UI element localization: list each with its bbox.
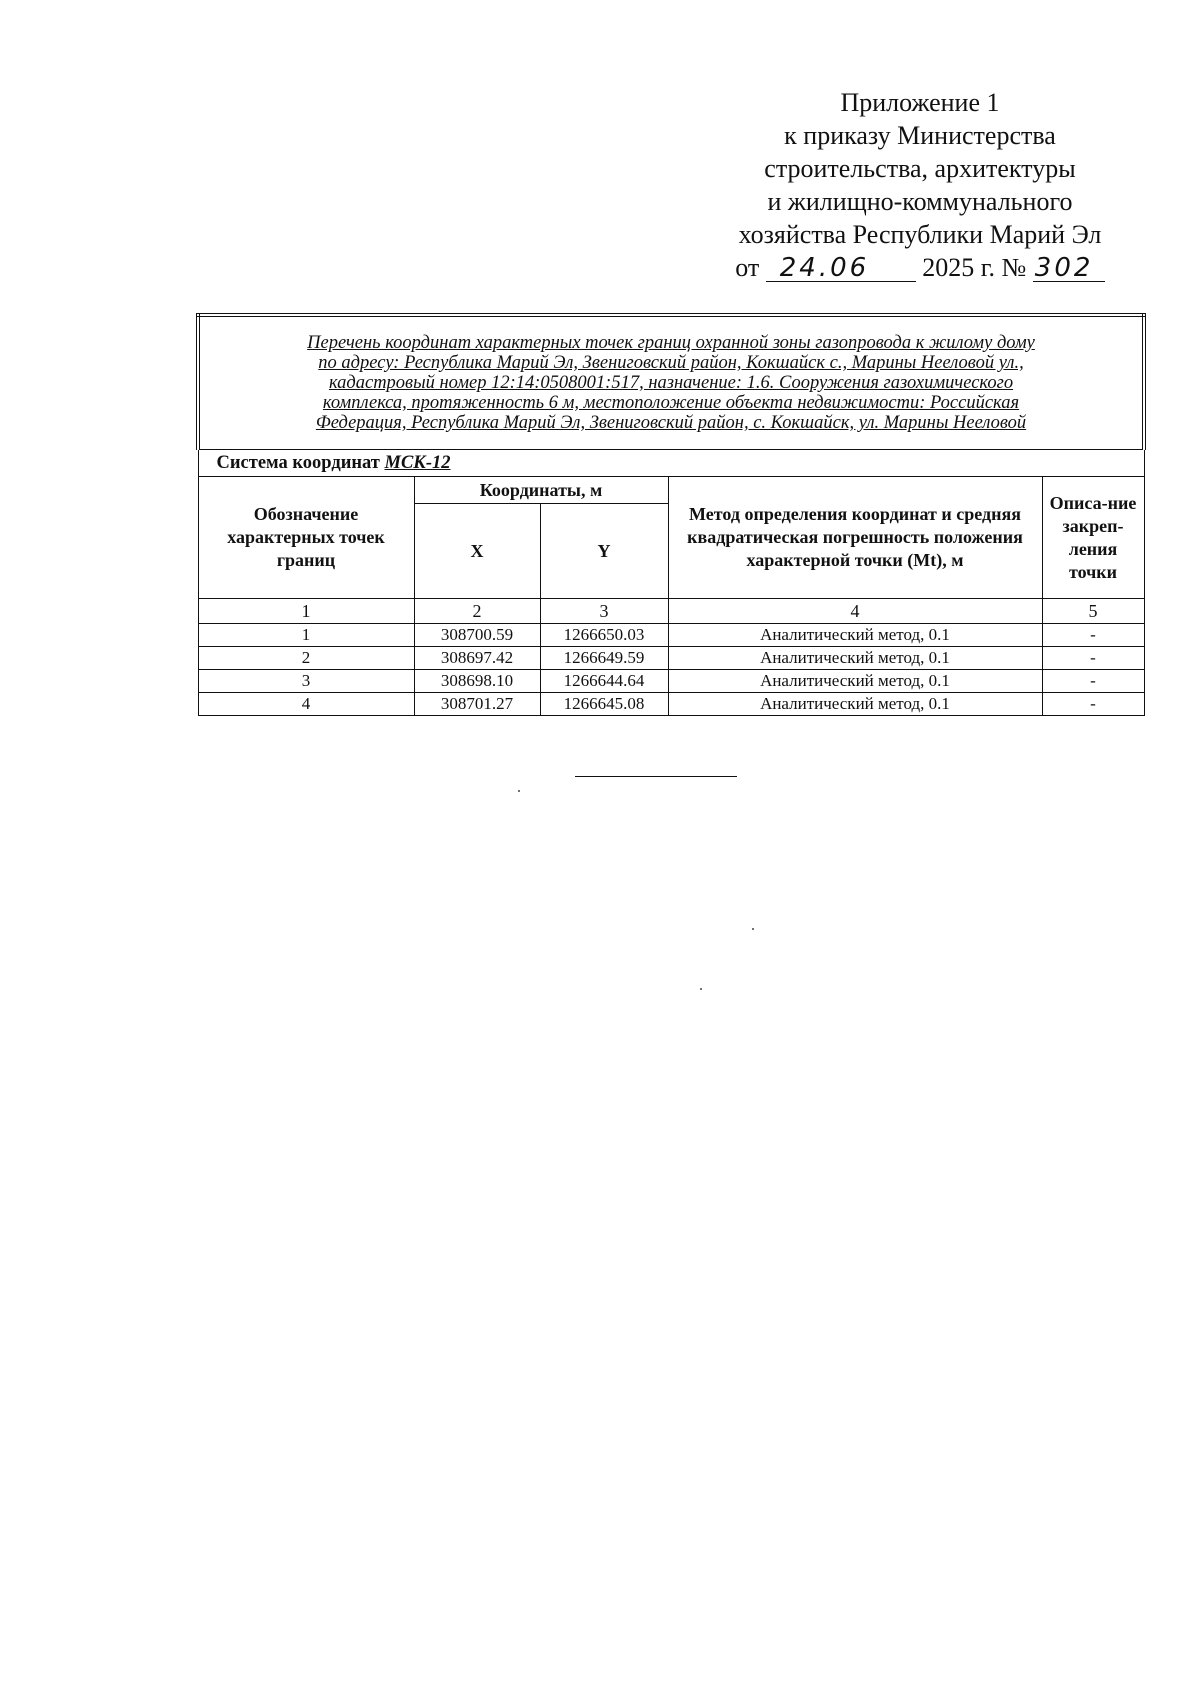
column-number: 3 [540, 599, 668, 624]
table-row [198, 693, 1144, 716]
coordinate-system-value: МСК-12 [384, 453, 451, 473]
scan-speck [700, 988, 702, 990]
description-value: - [1042, 693, 1144, 716]
y-value: 1266644.64 [540, 670, 668, 693]
point-id: 4 [198, 693, 414, 716]
header-x: X [414, 504, 540, 599]
caption-line: кадастровый номер 12:14:0508001:517, назначение: 1.6. Сооружения газохимического [328, 373, 1014, 393]
appendix-header [690, 86, 1150, 284]
method-value: Аналитический метод, 0.1 [668, 670, 1042, 693]
caption-line: по адресу: Республика Марий Эл, Звениговский район, Кокшайск с., Марины Нееловой ул., [318, 353, 1024, 373]
header-line-3: строительства, архитектуры [764, 154, 1076, 183]
description-value: - [1042, 624, 1144, 647]
caption-line: Федерация, Республика Марий Эл, Звениговский район, с. Кокшайск, ул. Марины Нееловой [315, 413, 1027, 433]
column-number: 4 [668, 599, 1042, 624]
closing-rule [575, 776, 737, 777]
column-number-row [198, 599, 1144, 624]
y-value: 1266649.59 [540, 647, 668, 670]
column-number: 5 [1042, 599, 1144, 624]
x-value: 308700.59 [414, 624, 540, 647]
table-caption [198, 315, 1144, 450]
date-prefix: от [735, 253, 760, 282]
coordinate-system-row [198, 450, 1144, 477]
header-coordinates: Координаты, м [414, 477, 668, 504]
method-value: Аналитический метод, 0.1 [668, 647, 1042, 670]
header-method: Метод определения координат и средняя квадратическая погрешность положения характерной точки (Mt), м [668, 477, 1042, 599]
year-text: 2025 г. № [922, 253, 1027, 282]
y-value: 1266645.08 [540, 693, 668, 716]
caption-line: Перечень координат характерных точек границ охранной зоны газопровода к жилому дому [307, 333, 1035, 353]
point-id: 3 [198, 670, 414, 693]
column-number: 1 [198, 599, 414, 624]
table-row [198, 624, 1144, 647]
header-y: Y [540, 504, 668, 599]
point-id: 2 [198, 647, 414, 670]
x-value: 308697.42 [414, 647, 540, 670]
header-description: Описа-ние закреп-ления точки [1042, 477, 1144, 599]
handwritten-order-number: 302 [1033, 255, 1105, 282]
order-date-line [690, 251, 1150, 284]
table-row [198, 647, 1144, 670]
coordinates-table [196, 313, 1146, 716]
scan-speck [518, 790, 520, 792]
scan-speck [752, 928, 754, 930]
y-value: 1266650.03 [540, 624, 668, 647]
x-value: 308698.10 [414, 670, 540, 693]
caption-line: комплекса, протяженность 6 м, местоположение объекта недвижимости: Российская [322, 393, 1020, 413]
method-value: Аналитический метод, 0.1 [668, 624, 1042, 647]
header-line-2: к приказу Министерства [784, 121, 1056, 150]
header-line-1: Приложение 1 [840, 88, 1000, 117]
handwritten-date: 24.06 [766, 255, 916, 282]
coordinate-system-label: Система координат [216, 453, 380, 473]
column-number: 2 [414, 599, 540, 624]
header-line-5: хозяйства Республики Марий Эл [738, 220, 1102, 249]
description-value: - [1042, 647, 1144, 670]
description-value: - [1042, 670, 1144, 693]
method-value: Аналитический метод, 0.1 [668, 693, 1042, 716]
header-designation: Обозначение характерных точек границ [198, 477, 414, 599]
x-value: 308701.27 [414, 693, 540, 716]
table-row [198, 670, 1144, 693]
point-id: 1 [198, 624, 414, 647]
header-line-4: и жилищно-коммунального [767, 187, 1073, 216]
